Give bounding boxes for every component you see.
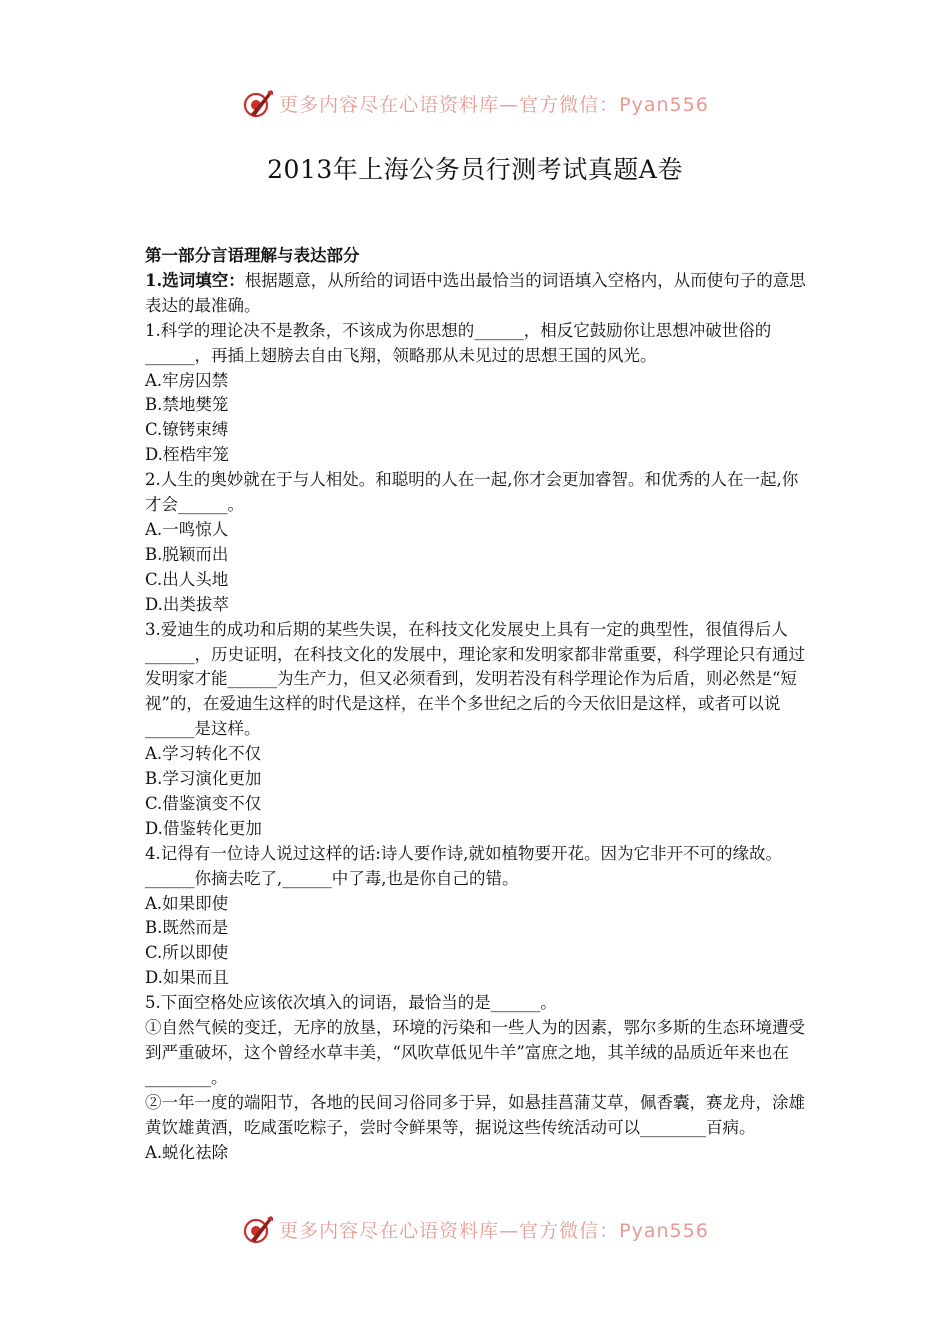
- quill-pen-logo-icon: [241, 86, 275, 120]
- instruction-label: 1.选词填空：: [145, 270, 245, 290]
- header-slogan: 更多内容尽在心语资料库—官方微信：Pyan556: [279, 93, 709, 116]
- answer-option: A.如果即使: [145, 893, 229, 913]
- answer-option: B.脱颖而出: [145, 544, 229, 564]
- answer-option: A.学习转化不仅: [145, 744, 262, 764]
- question-sub-item: ②一年一度的端阳节，各地的民间习俗同多于异，如悬挂菖蒲艾草，佩香囊，赛龙舟，涂雄黄饮雄黄酒，吃咸蛋吃粽子，尝时令鲜果等，据说这些传统活动可以________百病。: [145, 1092, 805, 1137]
- answer-option: A.一鸣惊人: [145, 519, 229, 539]
- answer-option: D.如果而且: [145, 968, 229, 988]
- answer-option: B.禁地樊笼: [145, 395, 229, 415]
- answer-option: C.出人头地: [145, 569, 229, 589]
- answer-option: A.牢房囚禁: [145, 370, 229, 390]
- document-title: 2013年上海公务员行测考试真题A卷: [267, 155, 683, 184]
- question-stem: 1.科学的理论决不是教条，不该成为你思想的______，相反它鼓励你让思想冲破世俗的______，再插上翅膀去自由飞翔，领略那从未见过的思想王国的风光。: [145, 320, 772, 365]
- instruction-paragraph: [145, 269, 810, 319]
- answer-option: D.借鉴转化更加: [145, 818, 262, 838]
- section-heading: 第一部分言语理解与表达部分: [145, 246, 360, 265]
- quill-pen-logo-icon: [241, 1212, 275, 1246]
- question-stem: 5.下面空格处应该依次填入的词语，最恰当的是______。: [145, 993, 557, 1013]
- answer-option: C.镣铐束缚: [145, 420, 229, 440]
- question-stem: 3.爱迪生的成功和后期的某些失误，在科技文化发展史上具有一定的典型性，很值得后人______，历史证明，在科技文化的发展中，理论家和发明家都非常重要，科学理论只有通过发明家才能______为生产力，但又必须看到，发明若没有科学理论作为后盾，则必然是“短视”的，在爱迪生这样的时代是这样，在半个多世纪之后的今天依旧是这样，或者可以说______是这样。: [145, 619, 805, 739]
- answer-option: C.借鉴演变不仅: [145, 793, 262, 813]
- answer-option: B.既然而是: [145, 918, 229, 938]
- answer-option: D.出类拔萃: [145, 594, 229, 614]
- answer-option: A.蜕化祛除: [145, 1142, 229, 1162]
- footer-banner: [0, 1209, 950, 1249]
- question-stem: 2.人生的奥妙就在于与人相处。和聪明的人在一起,你才会更加睿智。和优秀的人在一起,你才会______。: [145, 470, 799, 515]
- answer-option: D.桎梏牢笼: [145, 445, 229, 465]
- question-sub-item: ①自然气候的变迁，无序的放垦，环境的污染和一些人为的因素，鄂尔多斯的生态环境遭受到严重破坏，这个曾经水草丰美，“风吹草低见牛羊”富庶之地，其羊绒的品质近年来也在________。: [145, 1018, 805, 1087]
- instruction-text: 根据题意，从所给的词语中选出最恰当的词语填入空格内，从而使句子的意思表达的最准确。: [145, 270, 806, 315]
- question-stem: 4.记得有一位诗人说过这样的话:诗人要作诗,就如植物要开花。因为它非开不可的缘故。______你摘去吃了,______中了毒,也是你自己的错。: [145, 843, 783, 888]
- document-body: [145, 244, 810, 1166]
- answer-option: C.所以即使: [145, 943, 229, 963]
- header-banner: [0, 83, 950, 123]
- footer-slogan: 更多内容尽在心语资料库—官方微信：Pyan556: [279, 1219, 709, 1242]
- answer-option: B.学习演化更加: [145, 769, 262, 789]
